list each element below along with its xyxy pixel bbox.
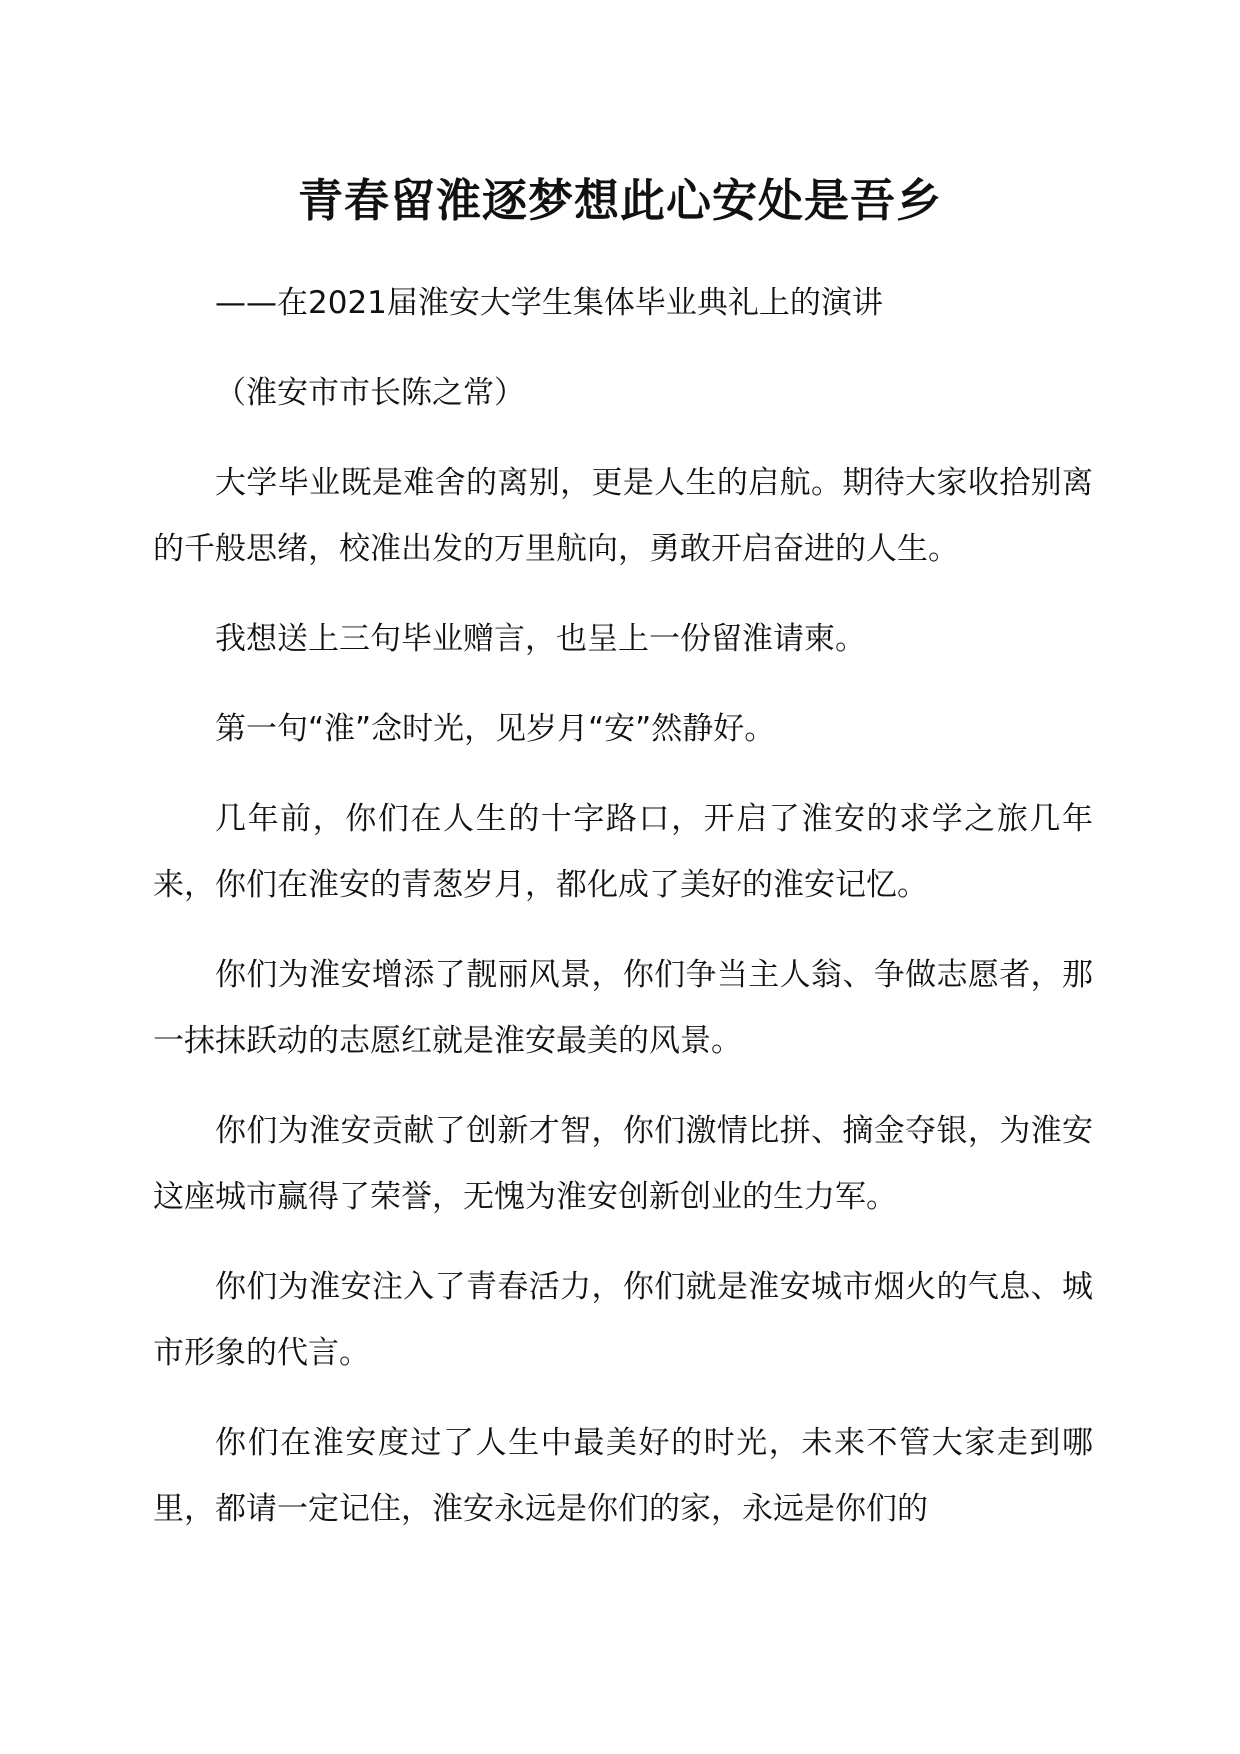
paragraph: 你们为淮安增添了靓丽风景，你们争当主人翁、争做志愿者，那一抹抹跃动的志愿红就是淮安最美的风景。 bbox=[153, 957, 1093, 1059]
paragraph: 你们为淮安贡献了创新才智，你们激情比拼、摘金夺银，为淮安这座城市赢得了荣誉，无愧为淮安创新创业的生力军。 bbox=[153, 1113, 1093, 1215]
document-title: 青春留淮逐梦想此心安处是吾乡 bbox=[297, 174, 942, 227]
paragraph: 你们在淮安度过了人生中最美好的时光，未来不管大家走到哪里，都请一定记住，淮安永远是你们的家，永远是你们的 bbox=[153, 1425, 1093, 1527]
paragraph: 我想送上三句毕业赠言，也呈上一份留淮请柬。 bbox=[215, 621, 866, 657]
document-subtitle: ——在2021届淮安大学生集体毕业典礼上的演讲 bbox=[215, 285, 883, 321]
paragraph: 几年前，你们在人生的十字路口，开启了淮安的求学之旅几年来，你们在淮安的青葱岁月，都化成了美好的淮安记忆。 bbox=[153, 801, 1093, 903]
document-body bbox=[153, 270, 1093, 1566]
paragraph: 大学毕业既是难舍的离别，更是人生的启航。期待大家收拾别离的千般思绪，校准出发的万里航向，勇敢开启奋进的人生。 bbox=[153, 465, 1093, 567]
paragraph: 你们为淮安注入了青春活力，你们就是淮安城市烟火的气息、城市形象的代言。 bbox=[153, 1269, 1093, 1371]
paragraph: 第一句“淮”念时光，见岁月“安”然静好。 bbox=[215, 711, 776, 747]
document-author: （淮安市市长陈之常） bbox=[215, 375, 525, 411]
